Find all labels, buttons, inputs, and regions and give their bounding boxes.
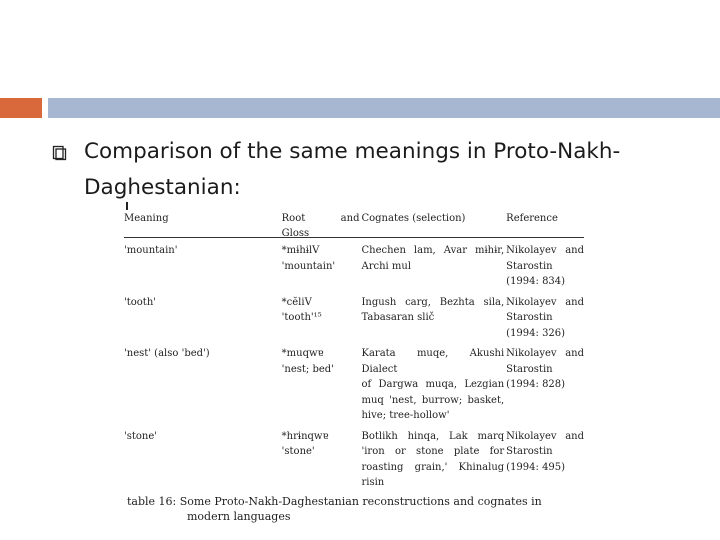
table-header-row [124, 202, 584, 238]
cell-root-line: 'tooth'¹⁵ [281, 312, 322, 323]
cell-reference-line: (1994: 326) [506, 327, 566, 339]
cell-cognates-line: of Dargwa muqa, Lezgian [361, 379, 505, 390]
cell-root-line: *muqwɐ [281, 348, 324, 359]
cell-cognates [359, 295, 504, 342]
caption-line-2: modern languages [187, 510, 291, 523]
cell-reference-line: Nikolayev and [506, 348, 584, 359]
heading-line-2: Daghestanian: [84, 175, 241, 200]
cell-meaning: 'tooth' [124, 296, 157, 308]
caption-line-1: table 16: Some Proto-Nakh-Daghestanian reconstructions and cognates in [127, 494, 542, 508]
slide-heading [84, 134, 684, 206]
cell-reference-line: (1994: 495) [506, 461, 566, 473]
cell-root [282, 429, 360, 491]
cell-cognates-line: muq 'nest, burrow; basket, [361, 394, 505, 406]
cell-cognates-line: hive; tree-hollow' [361, 410, 450, 421]
header-reference: Reference [506, 213, 558, 224]
cell-root [282, 243, 360, 290]
table-row [124, 341, 584, 424]
cell-reference-line: Starostin [506, 260, 553, 272]
blue-accent-band [48, 98, 720, 118]
table-row [124, 290, 584, 342]
cell-cognates-line: Botlikh hinqa, Lak marq [361, 430, 505, 442]
cell-root [282, 346, 360, 424]
table-caption [127, 494, 557, 525]
cell-reference-line: Nikolayev and [506, 296, 584, 308]
header-root [282, 211, 360, 237]
cell-cognates-line: roasting grain,' Khinalug [361, 461, 505, 473]
cell-root-line: 'mountain' [281, 260, 336, 272]
cell-cognates [359, 429, 504, 491]
cell-cognates-line: 'iron or stone plate for [361, 446, 505, 457]
header-root-line-2: Gloss [281, 228, 310, 239]
cell-reference-line: Nikolayev and [506, 245, 584, 256]
cell-meaning: 'stone' [124, 430, 158, 442]
cell-cognates-line: Tabasaran slič [361, 312, 435, 323]
heading-line-1: Comparison of the same meanings in Proto-Nakh- [84, 139, 621, 164]
embedded-table-image [124, 202, 584, 525]
cell-root-line: *hrɨnqwɐ [281, 430, 329, 442]
cell-reference-line: Starostin [506, 363, 553, 375]
cell-meaning: 'mountain' [124, 245, 178, 256]
table-row [124, 238, 584, 290]
table-row [124, 424, 584, 491]
cell-cognates-line: Archi mul [361, 260, 412, 272]
cell-reference-line: (1994: 834) [506, 276, 566, 287]
cell-cognates-line: Karata muqe, Akushi Dialect [361, 348, 505, 375]
cell-cognates-line: Ingush carg, Bezhta sila, [361, 296, 505, 308]
cell-cognates [359, 243, 504, 290]
cell-reference [504, 429, 584, 491]
hollow-square-bullet-icon [52, 145, 68, 161]
cell-reference-line: (1994: 828) [506, 379, 566, 390]
cell-reference [504, 243, 584, 290]
cell-root-line: *cĕliV [281, 296, 312, 308]
cell-reference-line: Starostin [506, 446, 553, 457]
cell-reference [504, 295, 584, 342]
header-meaning: Meaning [124, 213, 169, 224]
crop-mark [126, 202, 128, 210]
orange-accent-band [0, 98, 42, 118]
cell-root [282, 295, 360, 342]
cell-cognates-line: risin [361, 477, 385, 488]
cell-reference [504, 346, 584, 424]
header-root-line-1: Root and [281, 213, 360, 224]
cell-root-line: *mɨhɨlV [281, 245, 320, 256]
cell-cognates [359, 346, 504, 424]
cell-cognates-line: Chechen lam, Avar mɨhɨr, [361, 245, 505, 256]
cell-reference-line: Starostin [506, 312, 553, 323]
cell-root-line: 'stone' [281, 446, 315, 457]
cell-root-line: 'nest; bed' [281, 363, 334, 375]
cell-reference-line: Nikolayev and [506, 430, 584, 442]
header-cognates: Cognates (selection) [361, 213, 466, 224]
cell-meaning: 'nest' (also 'bed') [124, 348, 210, 359]
